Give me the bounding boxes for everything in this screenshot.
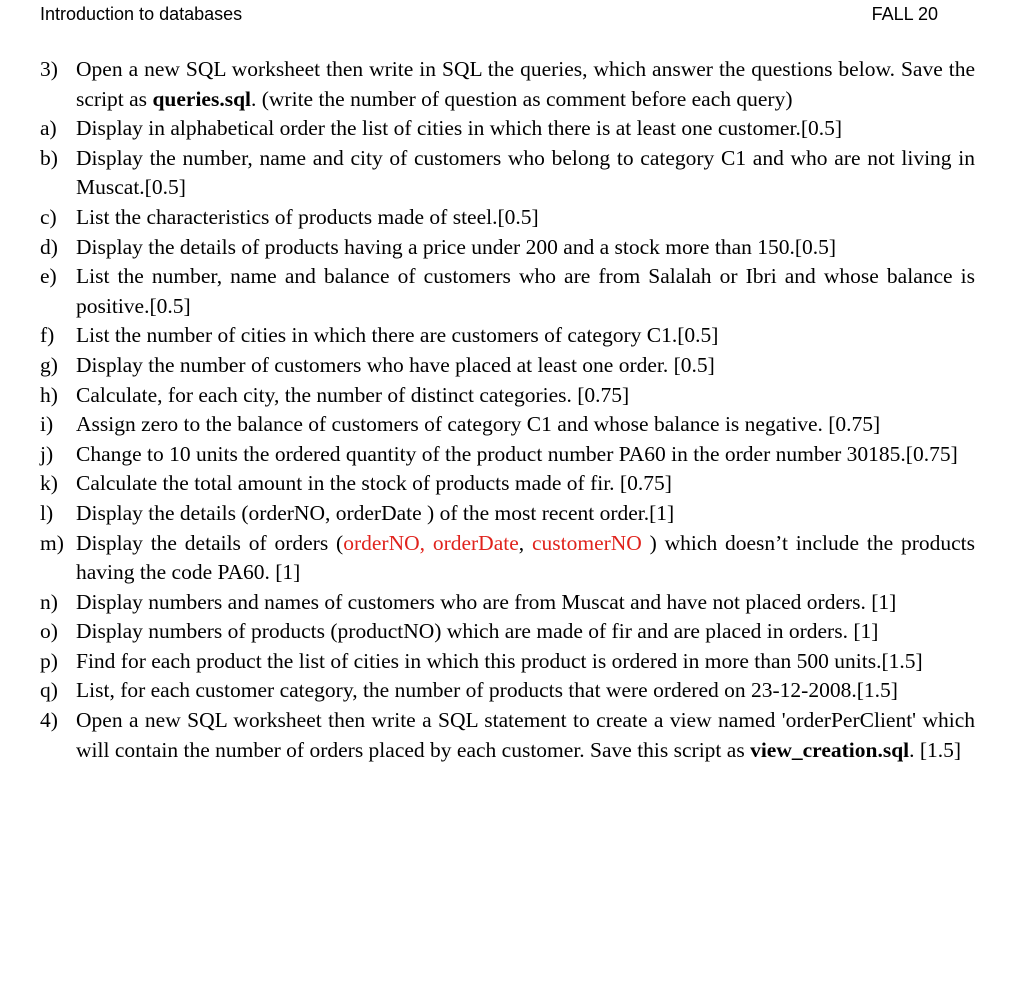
subquestion-item bbox=[40, 351, 975, 381]
subquestion-letter: h) bbox=[40, 382, 58, 407]
question-text: Open a new SQL worksheet then write a SQL statement to create a view named 'orderPerClient' which will contain the number of orders placed by each customer. Save this script as view_creation.sql. [1.5] bbox=[76, 708, 975, 762]
subquestion-text: List, for each customer category, the number of products that were ordered on 23-12-2008.[1.5] bbox=[76, 678, 898, 703]
subquestion-text: Display the number, name and city of customers who belong to category C1 and who are not living in Muscat.[0.5] bbox=[76, 145, 975, 200]
subquestion-letter: c) bbox=[40, 204, 57, 229]
assignment-body bbox=[40, 55, 975, 765]
subquestion-letter: j) bbox=[40, 441, 54, 466]
page-header bbox=[40, 2, 938, 26]
course-title: Introduction to databases bbox=[40, 3, 243, 24]
subquestion-item bbox=[40, 410, 975, 440]
question-text: Open a new SQL worksheet then write in SQL the queries, which answer the questions below. Save the script as queries.sql. (write the number of question as comment before each query) bbox=[76, 57, 975, 111]
question-3 bbox=[40, 55, 975, 114]
subquestion-text: Display numbers of products (productNO) which are made of fir and are placed in orders. [1] bbox=[76, 619, 879, 644]
subquestion-item bbox=[40, 321, 975, 351]
subquestion-item bbox=[40, 381, 975, 411]
question-number: 4) bbox=[40, 708, 58, 733]
subquestion-letter: n) bbox=[40, 589, 58, 614]
subquestion-text: Find for each product the list of cities in which this product is ordered in more than 500 units.[1.5] bbox=[76, 648, 923, 673]
subquestion-letter: l) bbox=[40, 500, 54, 525]
subquestion-letter: p) bbox=[40, 648, 58, 673]
subquestion-letter: e) bbox=[40, 264, 57, 289]
subquestion-text: List the characteristics of products made of steel.[0.5] bbox=[76, 204, 539, 229]
file-name: view_creation.sql bbox=[750, 737, 910, 762]
subquestion-letter: k) bbox=[40, 471, 58, 496]
subquestion-letter: i) bbox=[40, 412, 54, 437]
question-4 bbox=[40, 706, 975, 765]
subquestion-item bbox=[40, 617, 975, 647]
subquestion-item bbox=[40, 144, 975, 203]
subquestion-text: Display the details of orders (orderNO, orderDate, customerNO ) which doesn’t include the products having the code PA60. [1] bbox=[76, 530, 975, 585]
subquestion-text: Display the details of products having a price under 200 and a stock more than 150.[0.5] bbox=[76, 234, 837, 259]
subquestion-letter: m) bbox=[40, 530, 64, 555]
subquestion-text: Change to 10 units the ordered quantity of the product number PA60 in the order number 30185.[0.75] bbox=[76, 441, 958, 466]
subquestion-item bbox=[40, 676, 975, 706]
subquestion-letter: g) bbox=[40, 352, 58, 377]
subquestion-letter: d) bbox=[40, 234, 58, 259]
subquestion-letter: o) bbox=[40, 619, 58, 644]
subquestion-text: Assign zero to the balance of customers of category C1 and whose balance is negative. [0.75] bbox=[76, 412, 881, 437]
subquestion-item bbox=[40, 440, 975, 470]
subquestion-item bbox=[40, 233, 975, 263]
subquestion-item bbox=[40, 114, 975, 144]
subquestion-item bbox=[40, 499, 975, 529]
subquestion-letter: a) bbox=[40, 116, 57, 141]
file-name: queries.sql bbox=[152, 86, 251, 111]
subquestion-item bbox=[40, 588, 975, 618]
subquestion-text: Display the details (orderNO, orderDate ) of the most recent order.[1] bbox=[76, 500, 675, 525]
subquestion-item bbox=[40, 262, 975, 321]
term-label: FALL 20 bbox=[871, 3, 938, 24]
subquestion-list bbox=[40, 114, 975, 706]
subquestion-text: List the number of cities in which there are customers of category C1.[0.5] bbox=[76, 323, 719, 348]
subquestion-text: List the number, name and balance of customers who are from Salalah or Ibri and whose balance is positive.[0.5] bbox=[76, 264, 975, 318]
subquestion-text: Display numbers and names of customers who are from Muscat and have not placed orders. [1] bbox=[76, 589, 897, 614]
subquestion-item bbox=[40, 529, 975, 588]
subquestion-text: Calculate the total amount in the stock of products made of fir. [0.75] bbox=[76, 471, 672, 496]
subquestion-text: Display the number of customers who have placed at least one order. [0.5] bbox=[76, 352, 715, 377]
subquestion-item bbox=[40, 203, 975, 233]
subquestion-letter: b) bbox=[40, 145, 58, 170]
subquestion-letter: q) bbox=[40, 678, 58, 703]
subquestion-text: Calculate, for each city, the number of distinct categories. [0.75] bbox=[76, 382, 630, 407]
subquestion-item bbox=[40, 647, 975, 677]
highlighted-fields: orderNO, orderDate bbox=[343, 530, 519, 555]
subquestion-item bbox=[40, 469, 975, 499]
highlighted-field: customerNO bbox=[531, 530, 642, 555]
subquestion-text: Display in alphabetical order the list of cities in which there is at least one customer.[0.5] bbox=[76, 116, 843, 141]
question-number: 3) bbox=[40, 57, 58, 81]
subquestion-letter: f) bbox=[40, 323, 55, 348]
